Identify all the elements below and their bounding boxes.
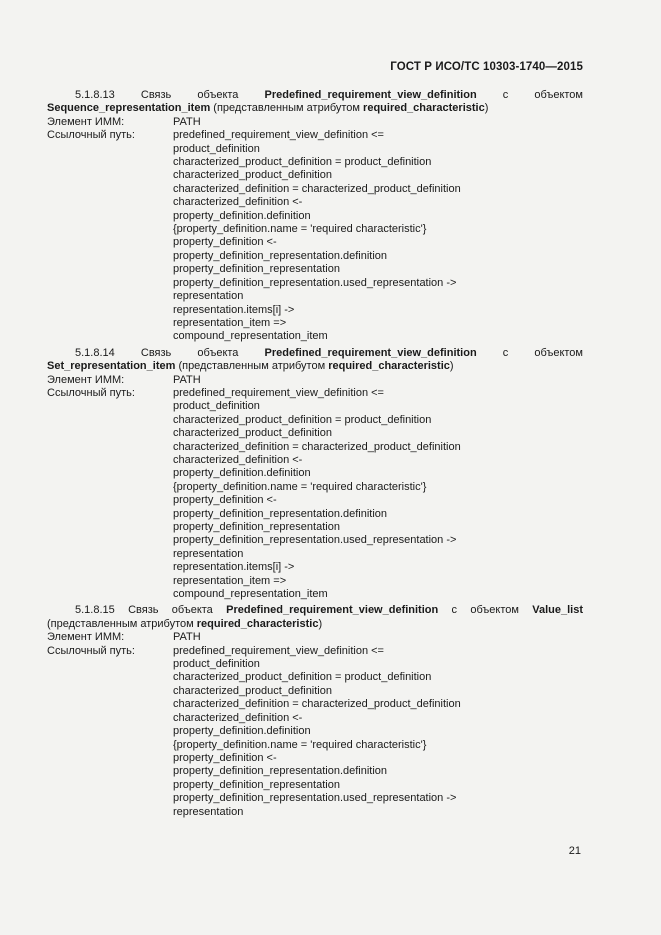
path-line: {property_definition.name = 'required characteristic'} <box>173 223 427 236</box>
path-line: property_definition_representation.definition <box>173 249 388 262</box>
path-line: characterized_product_definition = product_definition <box>173 413 432 426</box>
entity-name: Predefined_requirement_view_definition <box>264 89 477 101</box>
path-line: property_definition <- <box>173 494 277 507</box>
path-line: property_definition_representation.used_representation -> <box>173 792 457 805</box>
path-line: product_definition <box>173 142 260 155</box>
imm-element-row <box>47 116 583 129</box>
path-line: characterized_product_definition = product_definition <box>173 671 432 684</box>
path-line: property_definition_representation.used_representation -> <box>173 276 457 289</box>
page-number: 21 <box>568 845 581 857</box>
path-line: property_definition <- <box>173 751 277 764</box>
path-line: {property_definition.name = 'required characteristic'} <box>173 738 427 751</box>
path-line: predefined_requirement_view_definition <= <box>173 644 384 657</box>
path-line: property_definition <- <box>173 236 277 249</box>
clause-text: (представленным атрибутом <box>175 360 329 373</box>
clause-text: Связь объекта <box>114 89 265 101</box>
clause-text: Связь объекта <box>114 604 227 617</box>
imm-element-value: PATH <box>173 373 201 386</box>
clause-number: 5.1.8.14 <box>75 346 115 359</box>
clause-text: ) <box>449 360 454 373</box>
path-line: representation <box>173 547 244 560</box>
path-line: characterized_product_definition <box>173 169 332 182</box>
path-line: compound_representation_item <box>173 330 328 343</box>
clause-text: (представленным атрибутом <box>210 102 364 115</box>
path-line: representation.items[i] -> <box>173 561 295 574</box>
path-line: property_definition.definition <box>173 467 311 480</box>
clause-section <box>47 89 583 344</box>
reference-path-row <box>47 387 583 602</box>
path-line: representation <box>173 805 244 818</box>
path-line: representation <box>173 290 244 303</box>
clause-text: ) <box>484 102 489 115</box>
path-line: characterized_definition = characterized_product_definition <box>173 698 461 711</box>
path-line: representation.items[i] -> <box>173 303 295 316</box>
clause-heading <box>47 89 583 116</box>
path-line: characterized_product_definition = product_definition <box>173 156 432 169</box>
imm-element-value: PATH <box>173 631 201 644</box>
entity-name: Predefined_requirement_view_definition <box>264 346 477 359</box>
path-line: product_definition <box>173 400 260 413</box>
clause-text: ) <box>318 617 323 630</box>
attribute-name: required_characteristic <box>328 360 450 373</box>
standard-header: ГОСТ Р ИСО/ТС 10303-1740—2015 <box>390 61 583 73</box>
path-line: product_definition <box>173 658 260 671</box>
clauses-container <box>47 89 583 819</box>
path-line: {property_definition.name = 'required characteristic'} <box>173 480 427 493</box>
reference-path-row <box>47 645 583 819</box>
clause-text: с объектом <box>476 346 583 359</box>
path-line: characterized_definition <- <box>173 453 303 466</box>
imm-element-value: PATH <box>173 115 201 128</box>
clause-text: с объектом <box>438 604 533 617</box>
clause-heading <box>47 347 583 374</box>
reference-path <box>173 387 583 602</box>
path-line: property_definition_representation.definition <box>173 507 388 520</box>
path-line: characterized_definition = characterized_product_definition <box>173 440 461 453</box>
path-line: characterized_product_definition <box>173 684 332 697</box>
reference-path <box>173 645 583 819</box>
imm-element-label: Элемент ИММ: <box>47 115 125 128</box>
imm-element-label: Элемент ИММ: <box>47 373 125 386</box>
clause-section <box>47 604 583 819</box>
path-line: property_definition_representation <box>173 778 340 791</box>
attribute-name: required_characteristic <box>196 617 319 630</box>
path-line: property_definition_representation.used_representation -> <box>173 534 457 547</box>
reference-path-label: Ссылочный путь: <box>47 386 135 399</box>
path-line: property_definition_representation <box>173 521 340 533</box>
target-entity-name: Sequence_representation_item <box>47 102 211 115</box>
path-line: characterized_definition <- <box>173 196 303 209</box>
clause-section <box>47 347 583 602</box>
clause-text: с объектом <box>476 89 583 101</box>
path-line: predefined_requirement_view_definition <= <box>173 386 384 399</box>
path-line: property_definition.definition <box>173 209 311 222</box>
path-line: predefined_requirement_view_definition <= <box>173 129 384 142</box>
path-line: property_definition.definition <box>173 725 311 738</box>
clause-number: 5.1.8.15 <box>75 604 115 617</box>
target-entity-name: Value_list <box>532 604 584 617</box>
imm-element-row <box>47 631 583 644</box>
imm-element-label: Элемент ИММ: <box>47 631 125 644</box>
path-line: property_definition_representation <box>173 263 340 276</box>
clause-number: 5.1.8.13 <box>75 89 115 101</box>
path-line: representation_item => <box>173 574 287 587</box>
path-line: characterized_definition = characterized_product_definition <box>173 182 461 195</box>
attribute-name: required_characteristic <box>363 102 485 115</box>
path-line: property_definition_representation.definition <box>173 765 388 778</box>
reference-path <box>173 129 583 344</box>
reference-path-row <box>47 129 583 344</box>
imm-element-row <box>47 374 583 387</box>
target-entity-name: Set_representation_item <box>47 360 176 373</box>
reference-path-label: Ссылочный путь: <box>47 129 135 142</box>
clause-heading <box>47 604 583 631</box>
path-line: characterized_definition <- <box>173 711 303 724</box>
clause-text: (представленным атрибутом <box>47 617 197 630</box>
path-line: characterized_product_definition <box>173 427 332 440</box>
clause-text: Связь объекта <box>114 346 265 359</box>
path-line: representation_item => <box>173 316 287 329</box>
path-line: compound_representation_item <box>173 588 328 601</box>
entity-name: Predefined_requirement_view_definition <box>226 604 439 617</box>
reference-path-label: Ссылочный путь: <box>47 644 135 657</box>
